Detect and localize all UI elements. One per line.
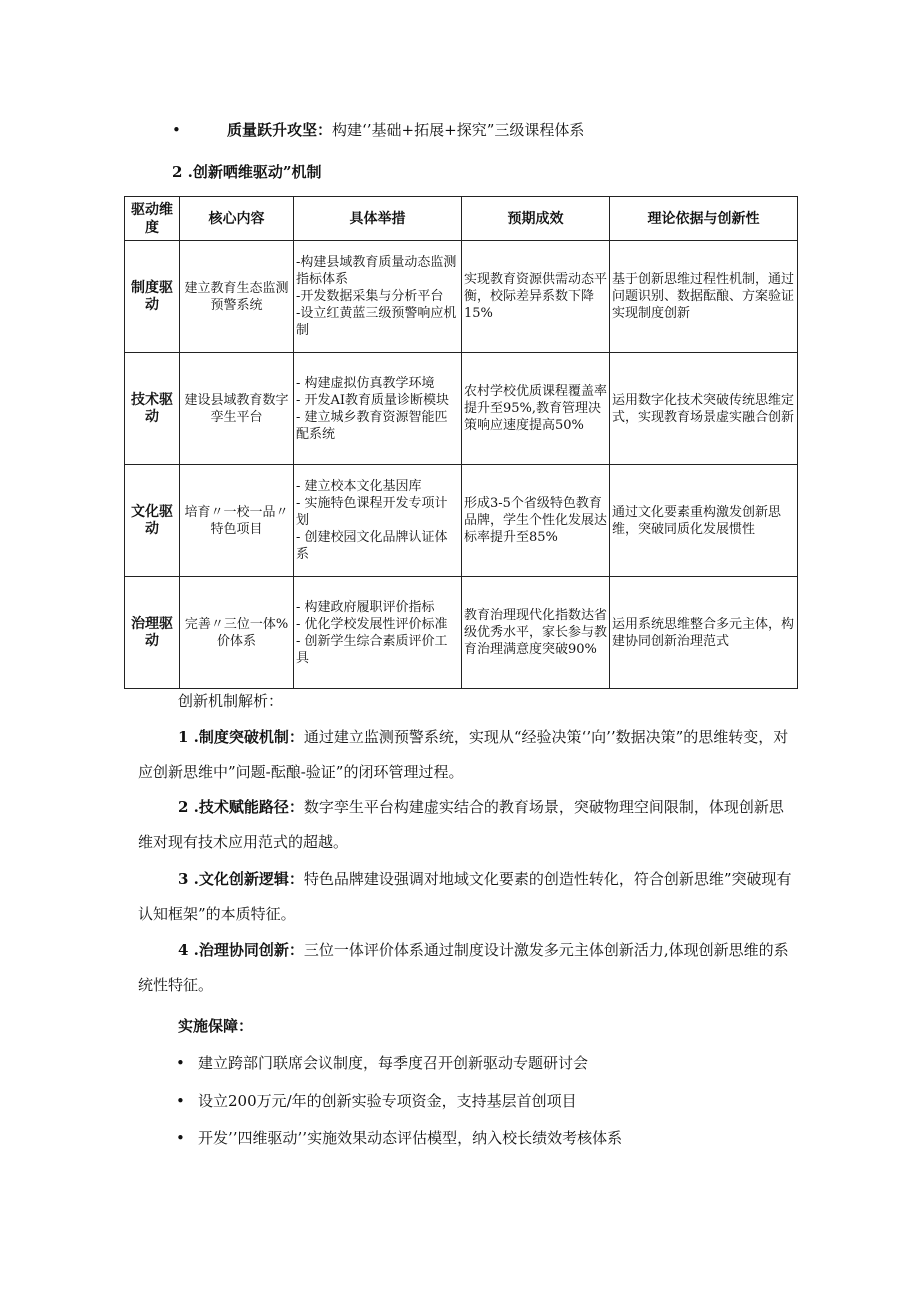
support-title: 实施保障：	[178, 1017, 254, 1035]
measure-item: -设立红黄蓝三级预警响应机制	[296, 306, 457, 338]
outcome-cell: 实现教育资源供需动态平衡，校际差异系数下降15%	[462, 241, 610, 353]
header-dimension: 驱动维度	[125, 197, 180, 241]
bullet-dot: •	[172, 121, 181, 139]
header-core: 核心内容	[180, 197, 294, 241]
outcome-cell: 形成3-5个省级特色教育品牌，学生个性化发展达标率提升至85%	[462, 465, 610, 577]
analysis-title: 创新机制解析：	[178, 692, 284, 710]
core-cell: 培育〃一校一品〃特色项目	[180, 465, 294, 577]
header-measures: 具体举措	[294, 197, 462, 241]
analysis-text: 通过建立监测预警系统，实现从“经验决策‘’向’’数据决策”的思维转变，对应创新思维中”问题-酝酿-验证”的闭环管理过程。	[138, 728, 789, 781]
support-item	[176, 1051, 588, 1075]
theory-cell: 基于创新思维过程性机制，通过问题识别、数据酝酿、方案验证实现制度创新	[610, 241, 798, 353]
section-title: 2 .创新哂维驱动”机制	[172, 163, 322, 181]
core-cell: 建立教育生态监测预警系统	[180, 241, 294, 353]
analysis-label: 1 .制度突破机制：	[178, 728, 304, 746]
core-cell: 建设县域教育数字孪生平台	[180, 353, 294, 465]
measure-item: -开发数据采集与分析平台	[296, 289, 444, 304]
dimension-cell: 技术驱动	[125, 353, 180, 465]
measure-item: - 实施特色课程开发专项计划	[296, 496, 448, 528]
analysis-paragraph-3	[138, 862, 798, 932]
measures-cell	[294, 577, 462, 689]
theory-cell: 运用系统思维整合多元主体，构建协同创新治理范式	[610, 577, 798, 689]
bullet-dot: •	[176, 1054, 185, 1072]
table-row	[125, 577, 798, 689]
theory-cell: 运用数字化技术突破传统思维定式，实现教育场景虚实融合创新	[610, 353, 798, 465]
support-item-text: 设立200万元/年的创新实验专项资金，支持基层首创项目	[198, 1092, 577, 1110]
analysis-paragraph-1	[138, 720, 798, 790]
measure-item: - 开发AI教育质量诊断模块	[296, 392, 450, 408]
measures-cell	[294, 465, 462, 577]
measure-item: - 建立城乡教育资源智能匹配系统	[296, 409, 448, 442]
table-row	[125, 353, 798, 465]
top-bullet-text: 构建‘’基础+拓展+探究”三级课程体系	[332, 121, 585, 139]
analysis-text: 特色品牌建设强调对地域文化要素的创造性转化，符合创新思维”突破现有认知框架”的本质特征。	[138, 870, 792, 923]
analysis-paragraph-2	[138, 790, 798, 860]
measure-item: - 构建政府履职评价指标	[296, 599, 435, 615]
dimension-cell: 治理驱动	[125, 577, 180, 689]
measure-item: - 创建校园文化品牌认证体系	[296, 530, 448, 562]
outcome-cell: 教育治理现代化指数达省级优秀水平，家长参与教育治理满意度突破90%	[462, 577, 610, 689]
table-header-row	[125, 197, 798, 241]
analysis-label: 2 .技术赋能路径：	[178, 798, 304, 816]
measure-item: - 建立校本文化基因库	[296, 479, 422, 494]
support-item	[176, 1126, 622, 1150]
header-outcome: 预期成效	[462, 197, 610, 241]
top-bullet-label: 质量跃升攻坚：	[227, 121, 333, 139]
outcome-cell: 农村学校优质课程覆盖率提升至95%,教育管理决策响应速度提高50%	[462, 353, 610, 465]
analysis-text: 数字孪生平台构建虚实结合的教育场景，突破物理空间限制，体现创新思维对现有技术应用范式的超越。	[138, 798, 784, 851]
support-item-text: 开发’’四维驱动’’实施效果动态评估模型，纳入校长绩效考核体系	[198, 1129, 623, 1147]
mechanism-table	[124, 196, 798, 689]
bullet-dot: •	[176, 1092, 185, 1110]
top-bullet	[172, 118, 584, 142]
measure-item: - 构建虚拟仿真教学环境	[296, 375, 435, 391]
table-row	[125, 465, 798, 577]
core-cell: 完善〃三位一体%价体系	[180, 577, 294, 689]
analysis-label: 4 .治理协同创新：	[178, 941, 304, 959]
theory-cell: 通过文化要素重构激发创新思维，突破同质化发展惯性	[610, 465, 798, 577]
measure-item: - 创新学生综合素质评价工具	[296, 633, 448, 666]
analysis-text: 三位一体评价体系通过制度设计激发多元主体创新活力,体现创新思维的系统性特征。	[138, 941, 789, 994]
bullet-dot: •	[176, 1129, 185, 1147]
support-item-text: 建立跨部门联席会议制度，每季度召开创新驱动专题研讨会	[198, 1054, 589, 1072]
dimension-cell: 制度驱动	[125, 241, 180, 353]
measures-cell	[294, 353, 462, 465]
dimension-cell: 文化驱动	[125, 465, 180, 577]
measures-cell	[294, 241, 462, 353]
measure-item: -构建县域教育质量动态监测指标体系	[296, 255, 457, 287]
support-item	[176, 1089, 577, 1113]
table-row	[125, 241, 798, 353]
analysis-paragraph-4	[138, 933, 798, 1003]
measure-item: - 优化学校发展性评价标准	[296, 616, 448, 632]
header-theory: 理论依据与创新性	[610, 197, 798, 241]
analysis-label: 3 .文化创新逻辑：	[178, 870, 304, 888]
